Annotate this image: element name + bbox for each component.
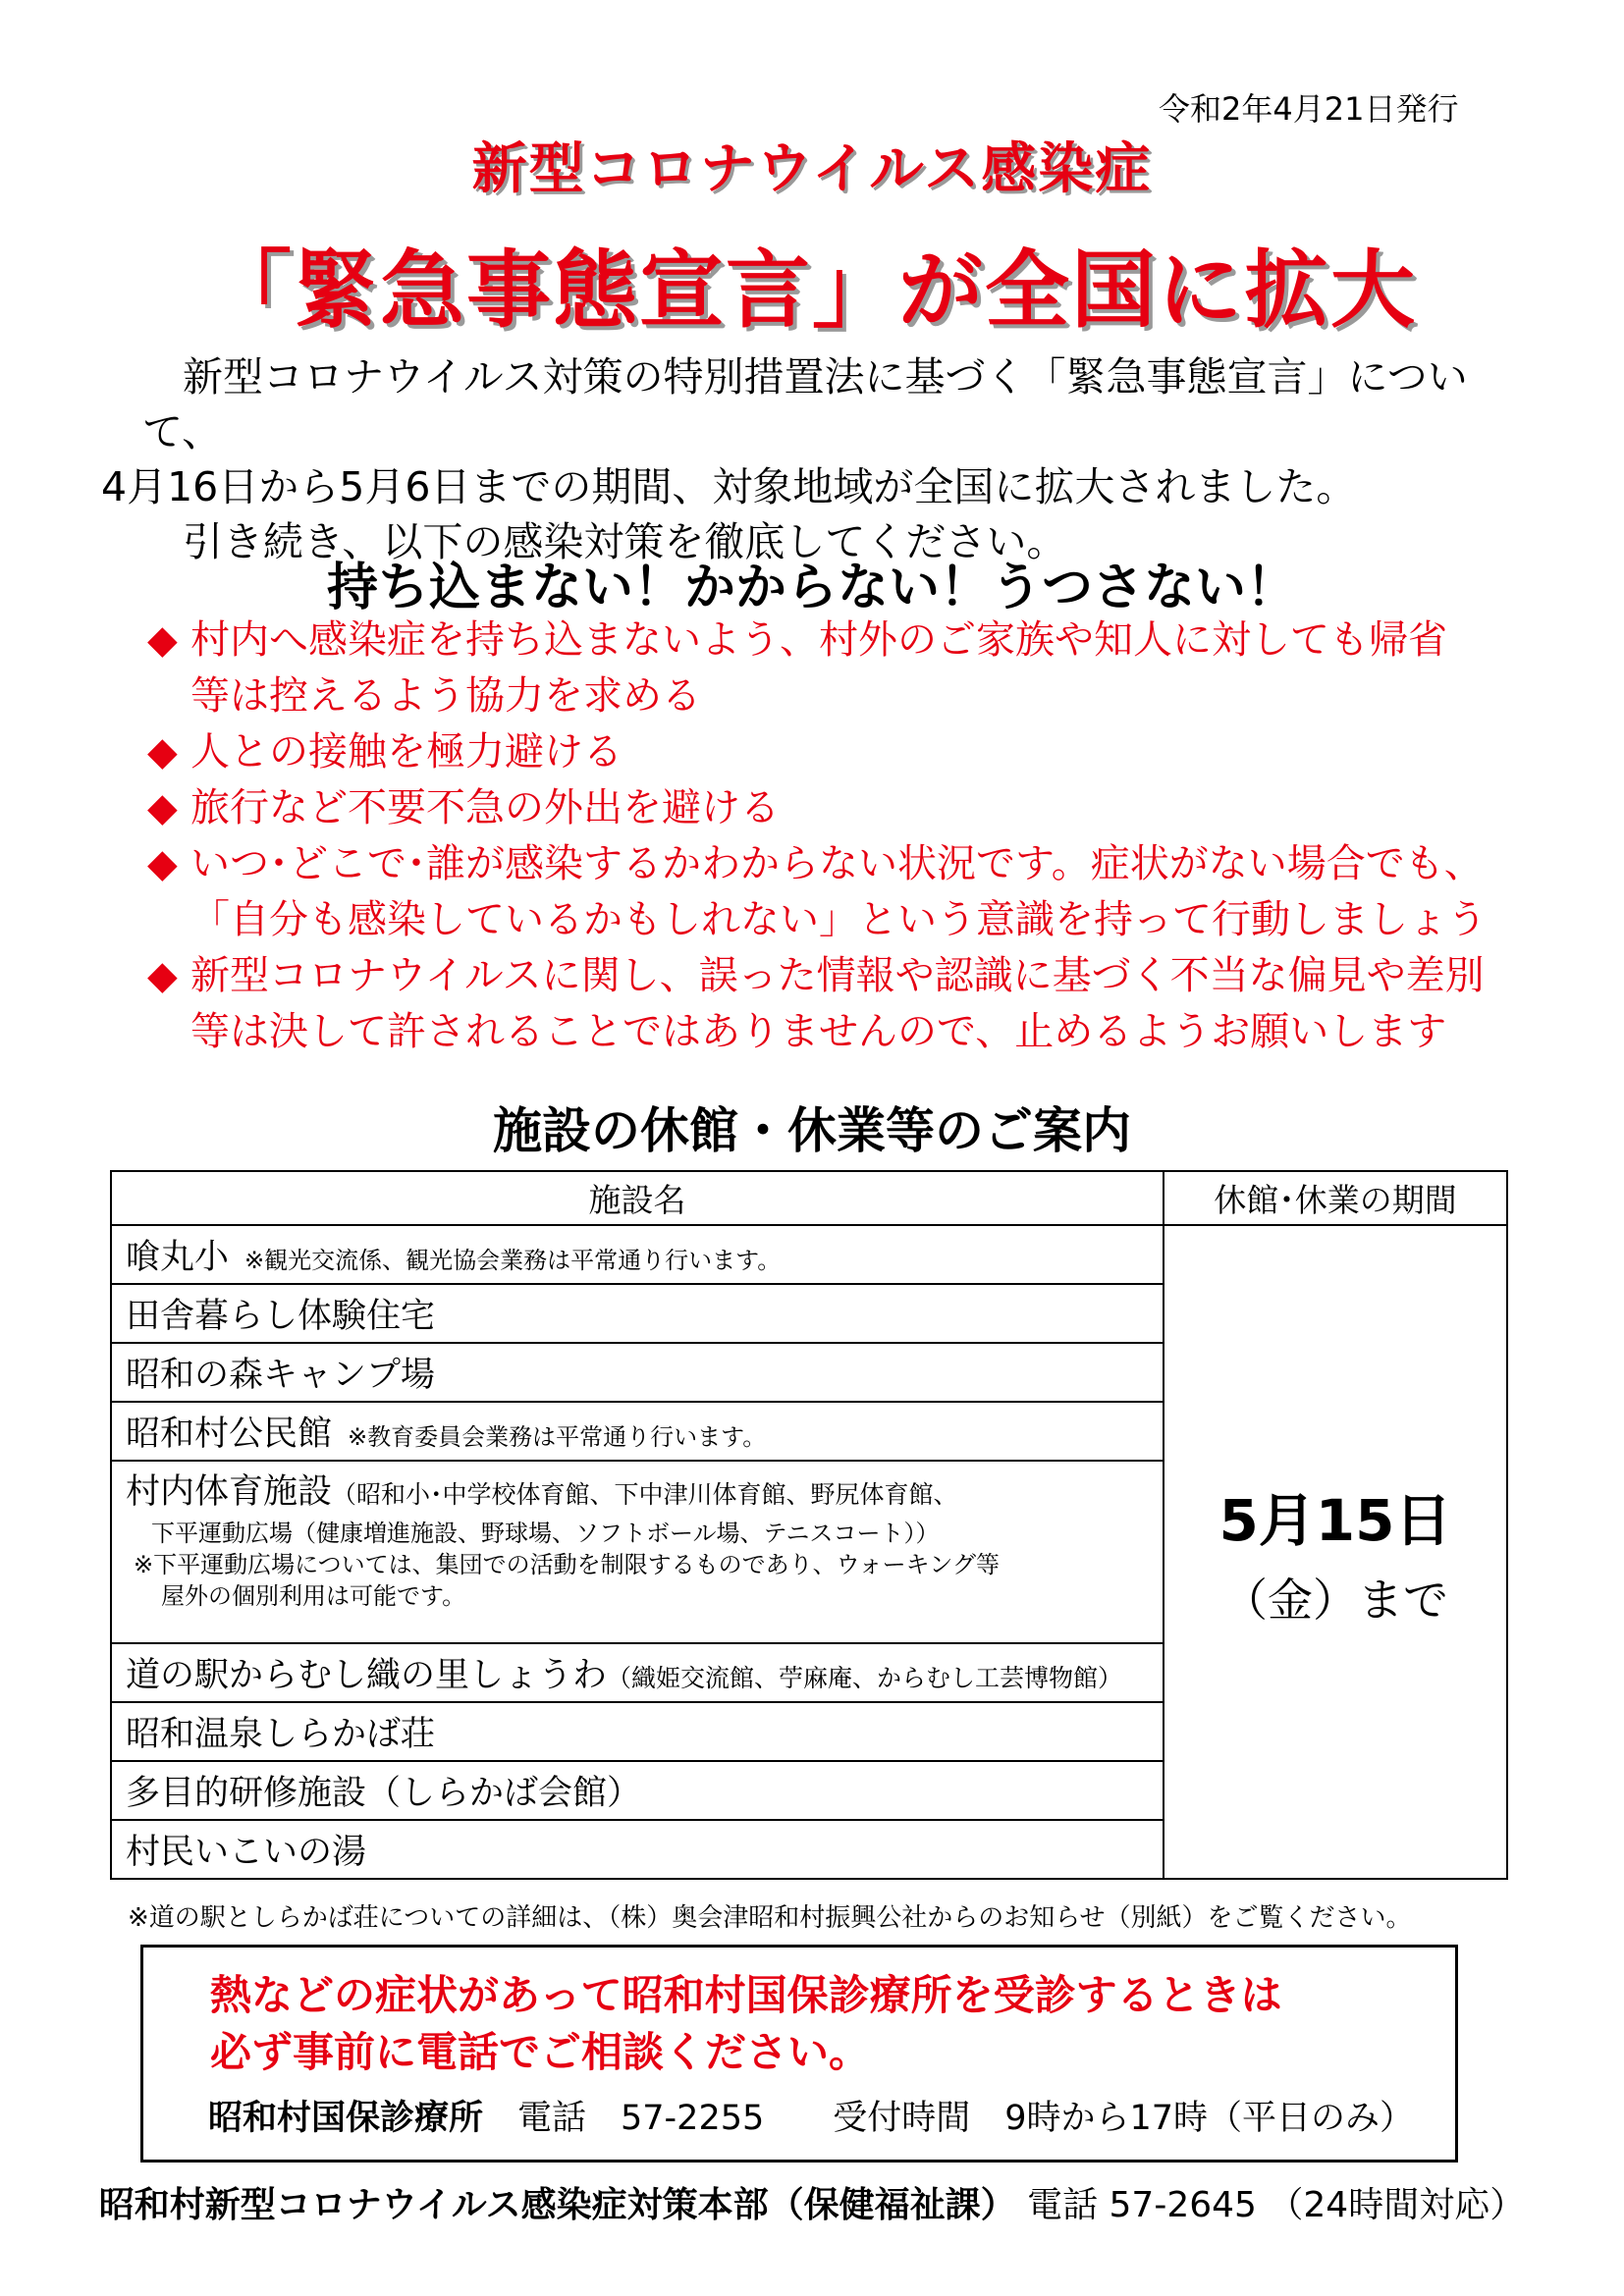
facility-cell — [111, 1702, 1164, 1761]
clinic-warning-line-1: 熱などの症状があって昭和村国保診療所を受診するときは — [210, 1971, 1282, 2019]
facility-cell — [111, 1284, 1164, 1343]
facility-cell — [111, 1402, 1164, 1461]
intro-line: 新型コロナウイルス対策の特別措置法に基づく「緊急事態宣言」について、 — [142, 353, 1468, 455]
closure-period-cell — [1164, 1225, 1507, 1879]
facility-name: 昭和温泉しらかば荘 — [126, 1715, 436, 1754]
footer-contact — [0, 2177, 1624, 2227]
clinic-notice-box — [140, 1945, 1458, 2163]
table-header-row — [111, 1171, 1507, 1225]
title-line-2: 「緊急事態宣言」が全国に拡大 — [207, 241, 1417, 340]
facility-detail: 下平運動広場（健康増進施設、野球場、ソフトボール場、テニスコート）） — [151, 1520, 940, 1547]
clinic-contact — [208, 2091, 1414, 2140]
issue-date: 令和2年4月21日発行 — [1159, 90, 1459, 128]
facility-name: 道の駅からむし織の里しょうわ — [126, 1656, 608, 1695]
facility-note: ※下平運動広場については、集団での活動を制限するものであり、ウォーキング等 — [134, 1551, 1000, 1578]
facility-cell — [111, 1761, 1164, 1820]
closure-end-weekday: （金）まで — [1222, 1574, 1448, 1627]
table-row — [111, 1225, 1507, 1284]
list-item-text: 「自分も感染しているかもしれない」という意識を持って行動しましょう — [190, 897, 1487, 942]
facility-detail: （織姫交流館、苧麻庵、からむし工芸博物館） — [607, 1664, 1123, 1692]
list-item-text: 等は決して許されることではありませんので、止めるようお願いします — [190, 1009, 1447, 1054]
facility-name: 田舎暮らし体験住宅 — [126, 1297, 436, 1336]
diamond-bullet-icon: ◆ — [147, 785, 178, 830]
diamond-bullet-icon: ◆ — [147, 953, 178, 998]
list-item-text: 村内へ感染症を持ち込まないよう、村外のご家族や知人に対しても帰省 — [190, 617, 1447, 663]
list-item — [147, 836, 1542, 948]
footer-org: 昭和村新型コロナウイルス感染症対策本部（保健福祉課） — [98, 2185, 1016, 2225]
column-header-period: 休館･休業の期間 — [1164, 1171, 1507, 1225]
facility-name: 多目的研修施設（しらかば会館） — [126, 1774, 642, 1813]
facility-cell — [111, 1820, 1164, 1879]
facility-name: 村内体育施設 — [126, 1472, 333, 1512]
facility-cell — [111, 1225, 1164, 1284]
closure-end-date: 5月15日 — [1218, 1487, 1452, 1554]
diamond-bullet-icon: ◆ — [147, 729, 178, 774]
title-line-1: 新型コロナウイルス感染症 — [471, 137, 1153, 201]
clinic-warning-line-2: 必ず事前に電話でご相談ください。 — [210, 2028, 871, 2076]
intro-line: 4月16日から5月6日までの期間、対象地域が全国に拡大されました。 — [101, 463, 1357, 510]
facility-note: ※教育委員会業務は平常通り行います。 — [348, 1423, 767, 1451]
list-item — [147, 613, 1542, 724]
prevention-list — [147, 613, 1542, 1060]
list-item — [147, 948, 1542, 1060]
list-item-text: 旅行など不要不急の外出を避ける — [190, 785, 780, 830]
facility-note: ※観光交流係、観光協会業務は平常通り行います。 — [244, 1247, 782, 1274]
facility-name: 喰丸小 — [126, 1238, 230, 1277]
list-item-text: 人との接触を極力避ける — [190, 729, 623, 774]
clinic-phone-hours: 電話 57-2255 受付時間 9時から17時（平日のみ） — [483, 2099, 1415, 2138]
diamond-bullet-icon: ◆ — [147, 617, 178, 663]
intro-line: 引き続き、以下の感染対策を徹底してください。 — [142, 518, 1067, 565]
facility-cell — [111, 1643, 1164, 1702]
facility-note: 屋外の個別利用は可能です。 — [161, 1582, 466, 1610]
list-item — [147, 780, 1542, 836]
facility-detail: （昭和小･中学校体育館、下中津川体育館、野尻体育館、 — [332, 1480, 958, 1509]
footer-phone: 電話 57-2645 （24時間対応） — [1027, 2185, 1526, 2225]
list-item-text: 新型コロナウイルスに関し、誤った情報や認識に基づく不当な偏見や差別 — [190, 953, 1485, 998]
facility-name: 昭和の森キャンプ場 — [126, 1356, 436, 1395]
facility-name: 村民いこいの湯 — [126, 1833, 367, 1872]
list-item-text: いつ･どこで･誰が感染するかわからない状況です。症状がない場合でも、 — [190, 841, 1484, 886]
facility-closure-table — [110, 1170, 1508, 1880]
facility-name: 昭和村公民館 — [126, 1415, 333, 1454]
facility-cell — [111, 1343, 1164, 1402]
clinic-name: 昭和村国保診療所 — [208, 2099, 484, 2138]
slogan: 持ち込まない！かからない！うつさない！ — [326, 559, 1297, 617]
facilities-heading: 施設の休館・休業等のご案内 — [493, 1102, 1131, 1159]
intro-text — [101, 349, 1537, 569]
column-header-facility: 施設名 — [111, 1171, 1164, 1225]
list-item-text: 等は控えるよう協力を求める — [190, 673, 701, 719]
table-footnote: ※道の駅としらかば荘についての詳細は、（株）奥会津昭和村振興公社からのお知らせ（別紙）をご覧ください。 — [128, 1903, 1412, 1933]
facility-cell — [111, 1461, 1164, 1643]
list-item — [147, 724, 1542, 780]
diamond-bullet-icon: ◆ — [147, 841, 178, 886]
